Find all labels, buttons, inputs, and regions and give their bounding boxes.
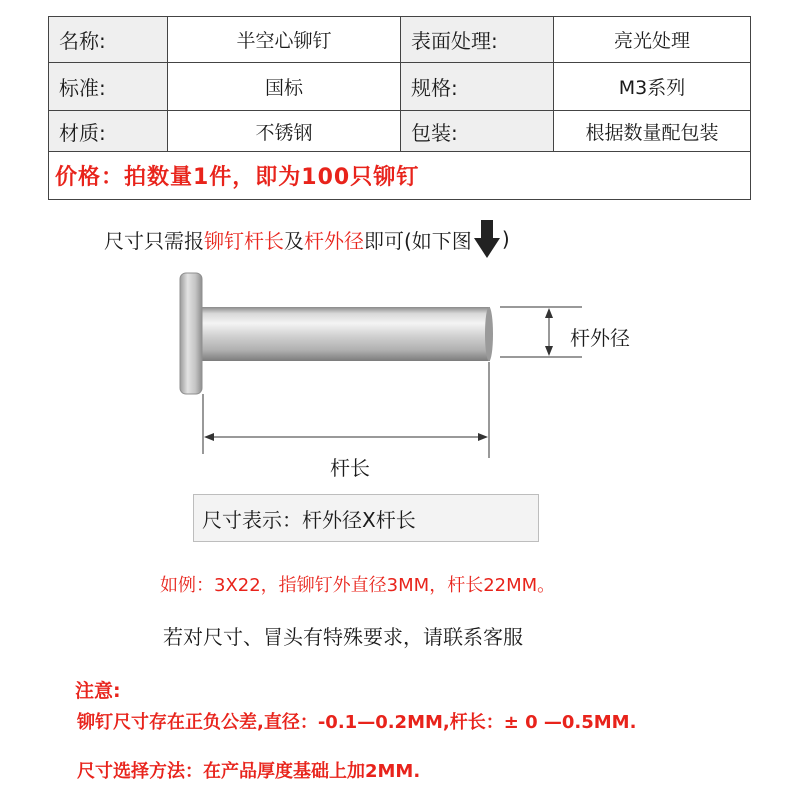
packaging-value: 根据数量配包装	[553, 111, 750, 151]
size-selection-note: 尺寸选择方法：在产品厚度基础上加2MM.	[77, 761, 421, 782]
material-value: 不锈钢	[167, 111, 400, 151]
finish-label: 表面处理:	[400, 17, 553, 62]
outer-diameter-label: 杆外径	[570, 326, 630, 350]
instruction-highlight-diameter: 杆外径	[304, 228, 364, 253]
rivet-shank	[198, 307, 490, 361]
name-label: 名称:	[49, 17, 167, 62]
size-notation-text: 尺寸表示：杆外径X杆长	[202, 507, 416, 532]
note-title: 注意:	[75, 680, 121, 702]
standard-value: 国标	[167, 63, 400, 110]
spec-value: M3系列	[553, 63, 750, 110]
arrow-down-icon	[474, 220, 500, 258]
size-instruction	[104, 220, 510, 258]
tolerance-note: 铆钉尺寸存在正负公差,直径：-0.1—0.2MM,杆长：± 0 —0.5MM.	[77, 712, 637, 733]
price-text: 价格：拍数量1件，即为100只铆钉	[55, 165, 420, 190]
instruction-text-1: 尺寸只需报	[104, 228, 204, 253]
instruction-highlight-length: 铆钉杆长	[204, 228, 284, 253]
packaging-label: 包装:	[400, 111, 553, 151]
spec-row-standard	[49, 63, 750, 111]
diameter-arrow-up	[545, 308, 553, 318]
spec-row-name	[49, 17, 750, 63]
spec-label: 规格:	[400, 63, 553, 110]
length-arrow-left	[204, 433, 214, 441]
material-label: 材质:	[49, 111, 167, 151]
standard-label: 标准:	[49, 63, 167, 110]
name-value: 半空心铆钉	[167, 17, 400, 62]
length-arrow-right	[478, 433, 488, 441]
rivet-shank-end	[485, 307, 493, 361]
price-row	[49, 152, 750, 199]
rivet-head	[180, 273, 202, 394]
size-notation-box	[193, 494, 539, 542]
length-label: 杆长	[330, 456, 370, 480]
example-text: 如例：3X22，指铆钉外直径3MM，杆长22MM。	[160, 575, 556, 596]
instruction-text-4: )	[501, 227, 510, 251]
contact-text: 若对尺寸、冒头有特殊要求，请联系客服	[163, 625, 523, 649]
diameter-arrow-down	[545, 346, 553, 356]
spec-row-material	[49, 111, 750, 152]
finish-value: 亮光处理	[553, 17, 750, 62]
spec-table	[48, 16, 751, 200]
instruction-text-3: 即可(如下图	[364, 228, 472, 253]
instruction-text-2: 及	[284, 228, 304, 253]
